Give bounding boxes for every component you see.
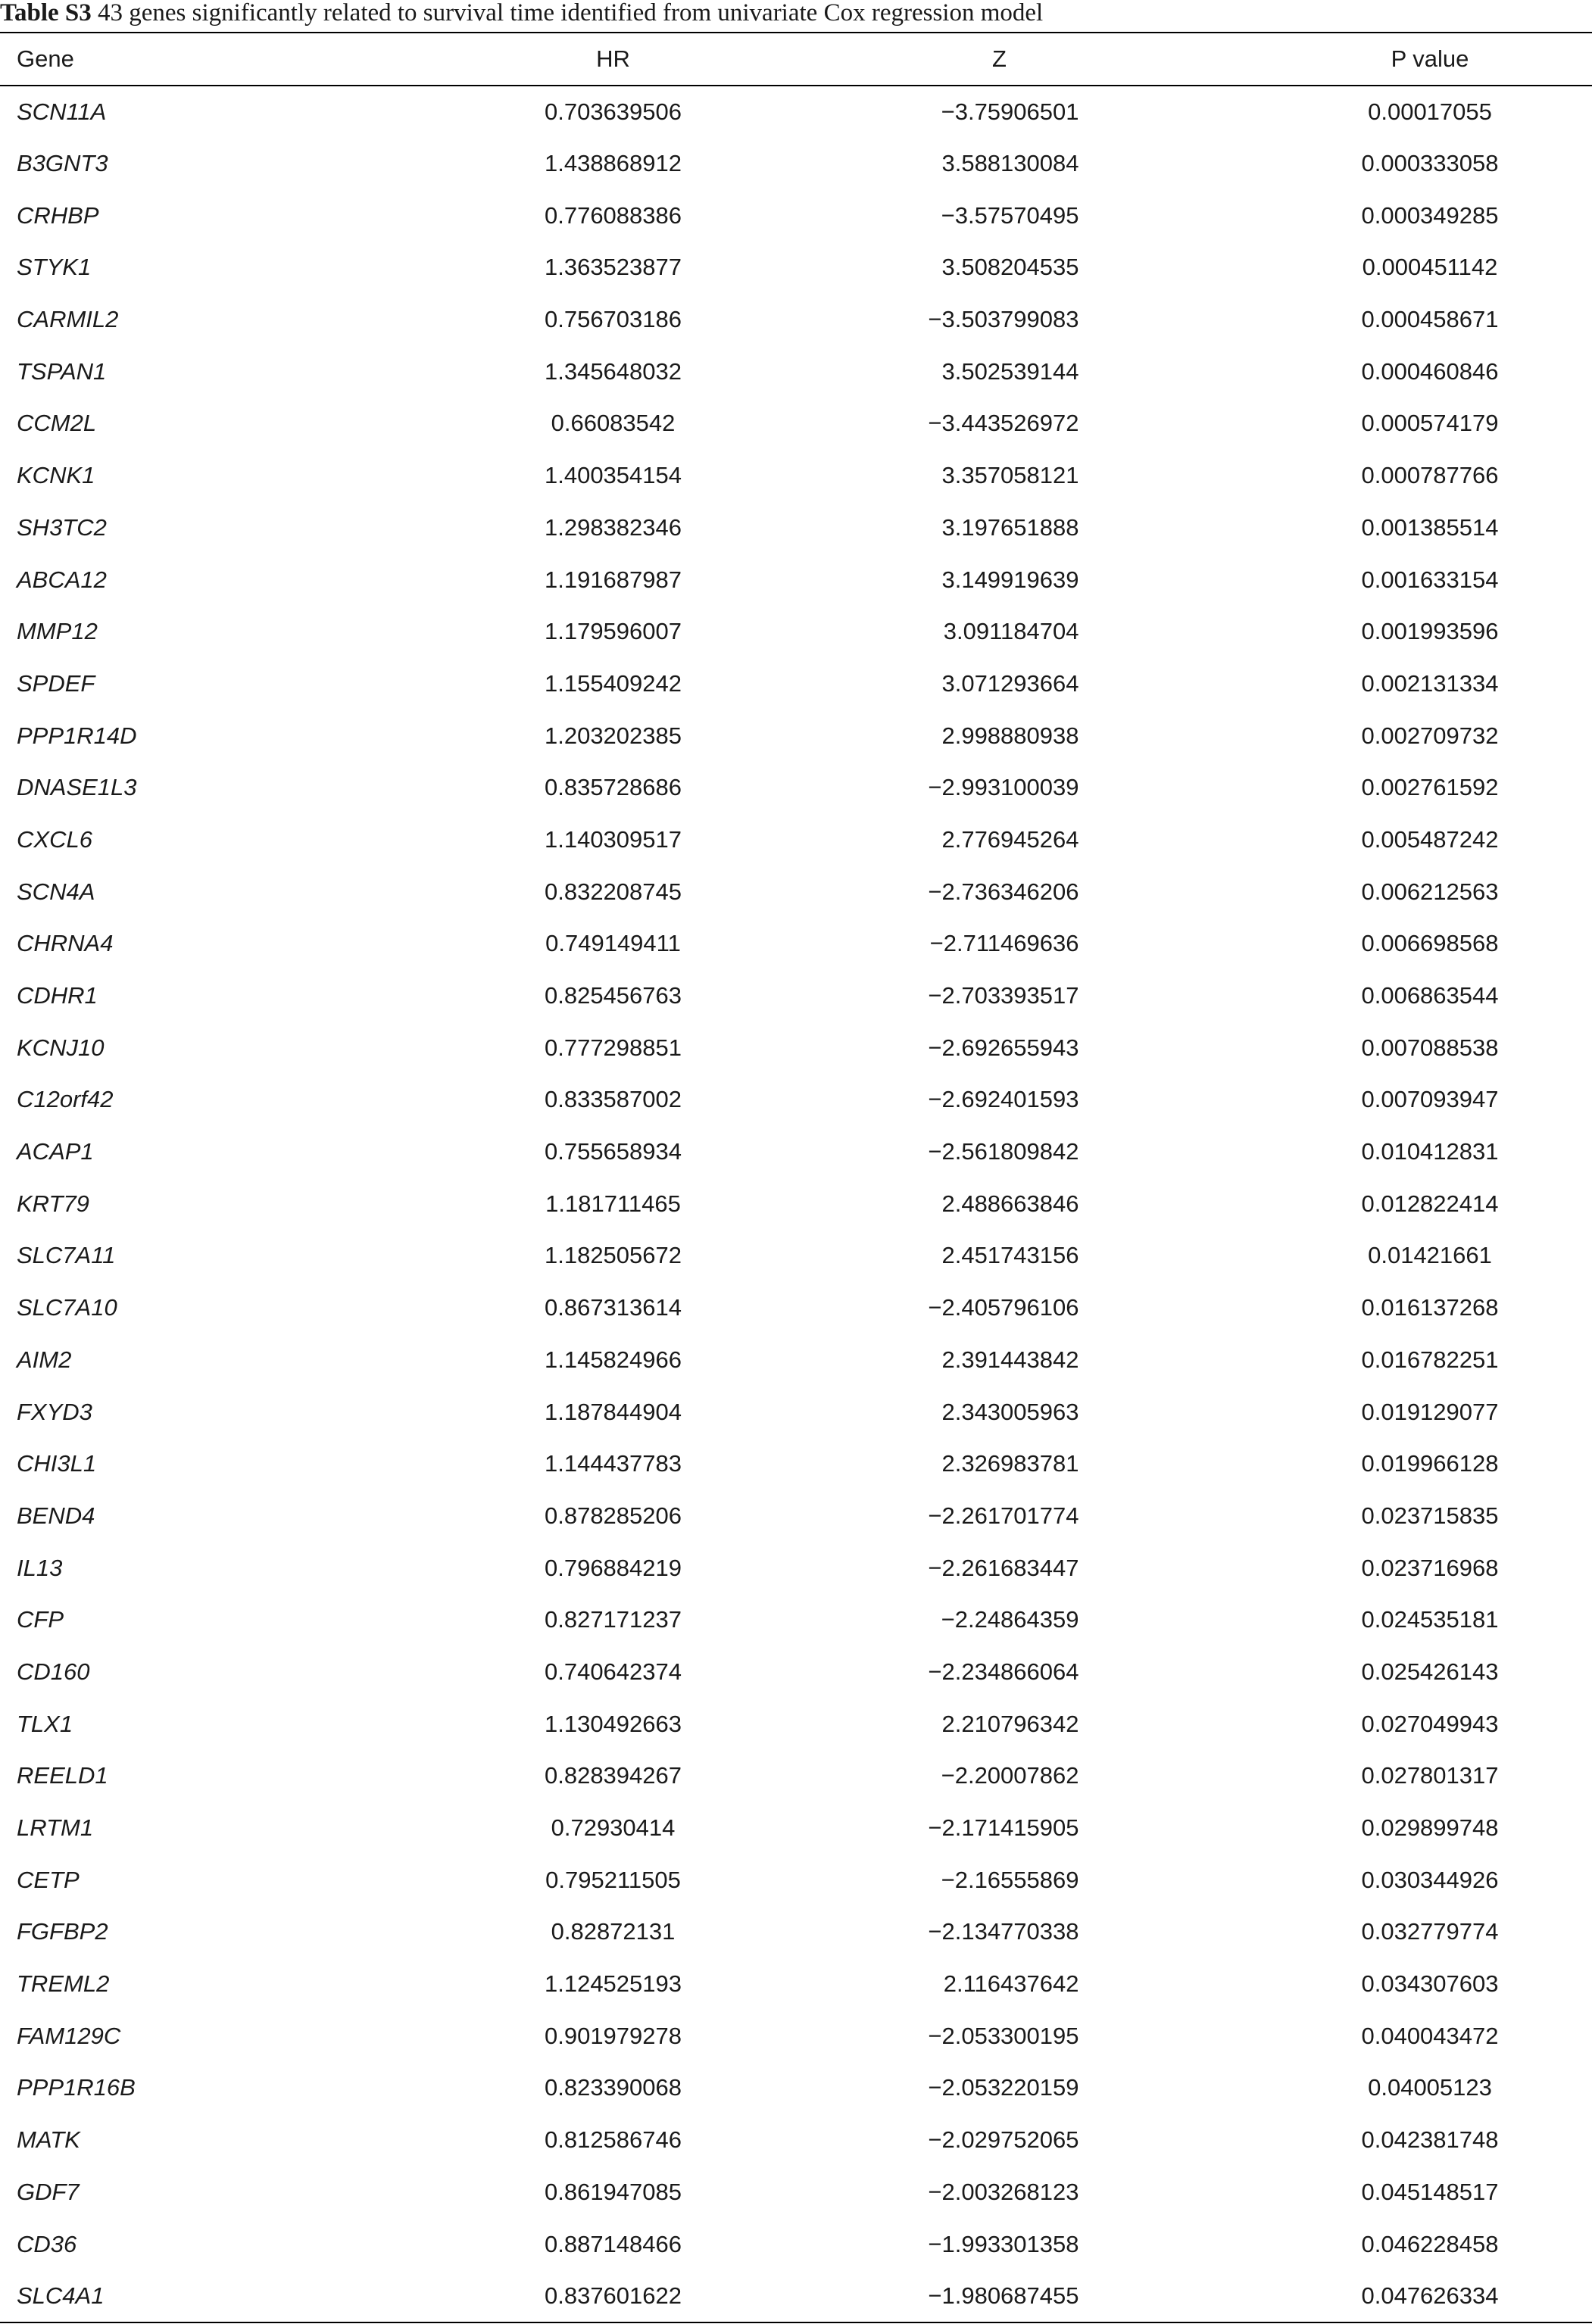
table-row [0, 2218, 1592, 2270]
gene-cell: CRHBP [17, 201, 99, 229]
z-value: −2.736346206 [928, 878, 1079, 905]
z-value: −2.053300195 [928, 2022, 1079, 2049]
p-value-cell: 0.001385514 [1361, 513, 1499, 541]
z-cell [793, 1646, 1228, 1699]
p-value-cell: 0.005487242 [1361, 825, 1499, 853]
table-row [0, 918, 1592, 970]
hr-cell: 1.140309517 [544, 825, 682, 853]
z-value: 2.451743156 [941, 1242, 1079, 1269]
p-value-cell: 0.023716968 [1361, 1554, 1499, 1581]
p-value-cell: 0.006863544 [1361, 982, 1499, 1009]
z-value: 3.357058121 [941, 462, 1079, 489]
gene-cell: STYK1 [17, 254, 92, 281]
z-value: −3.75906501 [941, 98, 1079, 125]
z-value: −1.980687455 [928, 2282, 1079, 2309]
column-header-hr: HR [433, 33, 793, 86]
hr-cell: 0.823390068 [544, 2074, 682, 2101]
gene-cell: KCNJ10 [17, 1034, 105, 1061]
gene-cell: GDF7 [17, 2178, 80, 2205]
gene-cell: ABCA12 [17, 566, 107, 593]
gene-cell: DNASE1L3 [17, 774, 137, 801]
p-value-cell: 0.000451142 [1362, 254, 1498, 281]
z-value: −3.57570495 [941, 201, 1079, 229]
gene-cell: PPP1R16B [17, 2074, 136, 2101]
table-row [0, 710, 1592, 762]
table-row [0, 1126, 1592, 1178]
column-header-gene: Gene [0, 33, 433, 86]
p-value-cell: 0.007088538 [1361, 1034, 1499, 1061]
hr-cell: 0.867313614 [544, 1294, 682, 1321]
table-row [0, 450, 1592, 502]
gene-cell: FAM129C [17, 2022, 121, 2049]
z-cell [793, 1750, 1228, 1802]
p-value-cell: 0.047626334 [1228, 2270, 1592, 2322]
z-value: −2.261701774 [928, 1502, 1079, 1529]
table-row [0, 398, 1592, 450]
hr-cell: 0.755658934 [544, 1138, 682, 1165]
z-cell [793, 2270, 1228, 2322]
gene-cell: SCN4A [17, 878, 95, 905]
hr-cell: 0.82872131 [551, 1918, 676, 1945]
z-value: 3.071293664 [941, 669, 1079, 697]
hr-cell: 0.703639506 [544, 98, 682, 125]
gene-cell: CHI3L1 [17, 1450, 97, 1477]
z-value: −2.234866064 [928, 1658, 1079, 1685]
z-value: 2.210796342 [941, 1710, 1079, 1737]
table-row [0, 1438, 1592, 1490]
gene-cell: REELD1 [17, 1762, 108, 1789]
p-value-cell: 0.023715835 [1361, 1502, 1499, 1529]
hr-cell: 1.181711465 [545, 1190, 681, 1217]
z-cell [793, 2114, 1228, 2166]
z-cell [793, 1698, 1228, 1750]
p-value-cell: 0.012822414 [1361, 1190, 1499, 1217]
z-cell [793, 1178, 1228, 1230]
gene-cell: SPDEF [17, 669, 95, 697]
z-value: 2.391443842 [941, 1346, 1079, 1373]
z-value: 2.488663846 [941, 1190, 1079, 1217]
z-cell [793, 918, 1228, 970]
z-value: −2.692401593 [928, 1086, 1079, 1113]
gene-cell: MMP12 [17, 618, 98, 645]
p-value-cell: 0.000787766 [1361, 462, 1499, 489]
z-value: 3.588130084 [941, 150, 1079, 177]
table-caption [0, 0, 1592, 29]
z-value: −2.171415905 [928, 1814, 1079, 1842]
z-value: −2.993100039 [928, 774, 1079, 801]
hr-cell: 0.901979278 [544, 2022, 682, 2049]
z-cell [793, 294, 1228, 346]
z-cell [793, 502, 1228, 554]
gene-cell: CDHR1 [17, 982, 98, 1009]
hr-cell: 1.155409242 [544, 669, 682, 697]
z-cell [793, 2062, 1228, 2114]
p-value-cell: 0.006698568 [1361, 930, 1499, 957]
gene-cell: LRTM1 [17, 1814, 94, 1842]
p-value-cell: 0.000460846 [1361, 357, 1499, 385]
hr-cell: 0.740642374 [544, 1658, 682, 1685]
hr-cell: 0.749149411 [545, 930, 681, 957]
z-value: −2.16555869 [941, 1866, 1079, 1893]
z-cell [793, 554, 1228, 606]
z-cell [793, 1438, 1228, 1490]
column-header-p-value: P value [1228, 33, 1592, 86]
gene-cell: SLC7A10 [17, 1294, 117, 1321]
table-row [0, 138, 1592, 190]
hr-cell: 0.835728686 [544, 774, 682, 801]
z-value: −1.993301358 [928, 2230, 1079, 2257]
p-value-cell: 0.034307603 [1361, 1970, 1499, 1998]
z-cell [793, 1958, 1228, 2010]
hr-cell: 0.887148466 [544, 2230, 682, 2257]
cox-regression-table [0, 32, 1592, 2323]
gene-cell: CD160 [17, 1658, 90, 1685]
p-value-cell: 0.019129077 [1361, 1398, 1499, 1425]
gene-cell: CCM2L [17, 410, 97, 437]
table-row [0, 1698, 1592, 1750]
z-cell [793, 138, 1228, 190]
gene-cell: FGFBP2 [17, 1918, 108, 1945]
gene-cell: SLC7A11 [17, 1242, 116, 1269]
z-cell [793, 398, 1228, 450]
z-value: −3.503799083 [928, 306, 1079, 333]
z-value: −2.261683447 [928, 1554, 1079, 1581]
table-row [0, 866, 1592, 918]
gene-cell: C12orf42 [17, 1086, 114, 1113]
table-row [0, 762, 1592, 814]
hr-cell: 0.776088386 [544, 201, 682, 229]
hr-cell: 0.827171237 [544, 1606, 682, 1633]
p-value-cell: 0.04005123 [1368, 2074, 1492, 2101]
table-title: 43 genes significantly related to survival time identified from univariate Cox regression model [98, 0, 1044, 27]
gene-cell: IL13 [17, 1554, 63, 1581]
table-row [0, 2114, 1592, 2166]
z-value: −2.029752065 [928, 2126, 1079, 2154]
table-row [0, 1802, 1592, 1855]
table-row [0, 2270, 1592, 2322]
z-value: −2.405796106 [928, 1294, 1079, 1321]
z-cell [793, 1490, 1228, 1543]
p-value-cell: 0.000458671 [1361, 306, 1499, 333]
p-value-cell: 0.01421661 [1368, 1242, 1492, 1269]
hr-cell: 1.345648032 [544, 357, 682, 385]
p-value-cell: 0.000333058 [1361, 150, 1499, 177]
z-value: 3.502539144 [941, 357, 1079, 385]
p-value-cell: 0.029899748 [1361, 1814, 1499, 1842]
hr-cell: 0.777298851 [544, 1034, 682, 1061]
gene-cell: CFP [17, 1606, 64, 1633]
p-value-cell: 0.027049943 [1361, 1710, 1499, 1737]
z-value: −2.003268123 [928, 2178, 1079, 2205]
z-cell [793, 1386, 1228, 1438]
p-value-cell: 0.006212563 [1361, 878, 1499, 905]
p-value-cell: 0.000349285 [1361, 201, 1499, 229]
table-row [0, 1230, 1592, 1282]
hr-cell: 0.812586746 [544, 2126, 682, 2154]
gene-cell: FXYD3 [17, 1398, 92, 1425]
hr-cell: 1.124525193 [544, 1970, 682, 1998]
z-cell [793, 345, 1228, 398]
z-cell [793, 242, 1228, 294]
gene-cell: CHRNA4 [17, 930, 114, 957]
table-row [0, 2010, 1592, 2062]
p-value-cell: 0.010412831 [1361, 1138, 1499, 1165]
table-row [0, 1178, 1592, 1230]
hr-cell: 1.400354154 [544, 462, 682, 489]
p-value-cell: 0.027801317 [1361, 1762, 1499, 1789]
gene-cell: SH3TC2 [17, 513, 107, 541]
hr-cell: 1.187844904 [544, 1398, 682, 1425]
hr-cell: 0.861947085 [544, 2178, 682, 2205]
z-cell [793, 1906, 1228, 1958]
table-row [0, 1594, 1592, 1646]
hr-cell: 0.796884219 [544, 1554, 682, 1581]
hr-cell: 0.837601622 [433, 2270, 793, 2322]
hr-cell: 1.191687987 [544, 566, 682, 593]
p-value-cell: 0.002709732 [1361, 722, 1499, 749]
table-row [0, 1542, 1592, 1594]
gene-cell: PPP1R14D [17, 722, 137, 749]
table-row [0, 242, 1592, 294]
hr-cell: 0.878285206 [544, 1502, 682, 1529]
z-value: 3.149919639 [941, 566, 1079, 593]
p-value-cell: 0.032779774 [1361, 1918, 1499, 1945]
z-cell [793, 814, 1228, 866]
column-header-z: Z [793, 33, 1228, 86]
table-row [0, 1490, 1592, 1543]
table-row [0, 1334, 1592, 1387]
z-value: 2.116437642 [943, 1970, 1079, 1998]
z-cell [793, 1334, 1228, 1387]
gene-cell: AIM2 [17, 1346, 72, 1373]
hr-cell: 0.66083542 [551, 410, 676, 437]
gene-cell: TLX1 [17, 1710, 73, 1737]
table-row [0, 554, 1592, 606]
z-cell [793, 1594, 1228, 1646]
hr-cell: 1.203202385 [544, 722, 682, 749]
p-value-cell: 0.024535181 [1361, 1606, 1499, 1633]
gene-cell: MATK [17, 2126, 80, 2154]
z-value: 2.326983781 [941, 1450, 1079, 1477]
table-row [0, 294, 1592, 346]
table-row [0, 1906, 1592, 1958]
gene-cell: TSPAN1 [17, 357, 107, 385]
z-cell [793, 2166, 1228, 2219]
table-row [0, 658, 1592, 710]
hr-cell: 0.832208745 [544, 878, 682, 905]
z-value: −2.20007862 [941, 1762, 1079, 1789]
z-cell [793, 1802, 1228, 1855]
p-value-cell: 0.001633154 [1361, 566, 1499, 593]
gene-cell: ACAP1 [17, 1138, 94, 1165]
gene-cell: CETP [17, 1866, 80, 1893]
table-row [0, 2062, 1592, 2114]
p-value-cell: 0.025426143 [1361, 1658, 1499, 1685]
hr-cell: 1.145824966 [544, 1346, 682, 1373]
table-row [0, 1282, 1592, 1334]
z-cell [793, 1542, 1228, 1594]
gene-cell: B3GNT3 [17, 150, 108, 177]
hr-cell: 0.828394267 [544, 1762, 682, 1789]
z-cell [793, 1282, 1228, 1334]
gene-cell: SCN11A [17, 98, 107, 125]
z-cell [793, 762, 1228, 814]
z-cell [793, 1022, 1228, 1074]
p-value-cell: 0.046228458 [1361, 2230, 1499, 2257]
table-header-row [0, 33, 1592, 86]
table-row [0, 1386, 1592, 1438]
p-value-cell: 0.000574179 [1361, 410, 1499, 437]
z-value: 2.343005963 [941, 1398, 1079, 1425]
z-cell [793, 970, 1228, 1022]
table-row [0, 1022, 1592, 1074]
hr-cell: 0.833587002 [544, 1086, 682, 1113]
hr-cell: 1.130492663 [544, 1710, 682, 1737]
z-value: −2.711469636 [929, 930, 1079, 957]
hr-cell: 1.438868912 [544, 150, 682, 177]
p-value-cell: 0.002131334 [1361, 669, 1499, 697]
hr-cell: 1.182505672 [544, 1242, 682, 1269]
hr-cell: 1.179596007 [544, 618, 682, 645]
hr-cell: 0.795211505 [545, 1866, 681, 1893]
table-row [0, 1854, 1592, 1906]
z-value: −2.703393517 [928, 982, 1079, 1009]
z-cell [793, 866, 1228, 918]
z-cell [793, 1074, 1228, 1126]
table-row [0, 345, 1592, 398]
p-value-cell: 0.00017055 [1368, 98, 1492, 125]
z-cell [793, 189, 1228, 242]
z-value: 3.091184704 [943, 618, 1079, 645]
z-cell [793, 86, 1228, 138]
z-value: 2.776945264 [941, 825, 1079, 853]
gene-cell: KCNK1 [17, 462, 95, 489]
table-row [0, 814, 1592, 866]
hr-cell: 0.825456763 [544, 982, 682, 1009]
p-value-cell: 0.019966128 [1361, 1450, 1499, 1477]
table-label: Table S3 [0, 0, 92, 27]
p-value-cell: 0.045148517 [1361, 2178, 1499, 2205]
p-value-cell: 0.002761592 [1361, 774, 1499, 801]
z-value: 2.998880938 [941, 722, 1079, 749]
z-cell [793, 1126, 1228, 1178]
z-cell [793, 2010, 1228, 2062]
z-value: −2.053220159 [928, 2074, 1079, 2101]
z-cell [793, 1854, 1228, 1906]
gene-cell: SLC4A1 [0, 2270, 433, 2322]
p-value-cell: 0.007093947 [1361, 1086, 1499, 1113]
gene-cell: BEND4 [17, 1502, 95, 1529]
p-value-cell: 0.040043472 [1361, 2022, 1499, 2049]
gene-cell: CARMIL2 [17, 306, 119, 333]
gene-cell: CD36 [17, 2230, 77, 2257]
table-row [0, 606, 1592, 658]
p-value-cell: 0.016137268 [1361, 1294, 1499, 1321]
table-body [0, 86, 1592, 2322]
table-row [0, 1750, 1592, 1802]
z-value: −3.443526972 [928, 410, 1079, 437]
table-row [0, 970, 1592, 1022]
hr-cell: 1.144437783 [544, 1450, 682, 1477]
table-row [0, 2166, 1592, 2219]
table-row [0, 1074, 1592, 1126]
z-value: −2.134770338 [928, 1918, 1079, 1945]
p-value-cell: 0.030344926 [1361, 1866, 1499, 1893]
z-value: −2.24864359 [941, 1606, 1079, 1633]
z-value: 3.197651888 [941, 513, 1079, 541]
z-cell [793, 1230, 1228, 1282]
z-value: −2.692655943 [928, 1034, 1079, 1061]
table-row [0, 502, 1592, 554]
p-value-cell: 0.016782251 [1361, 1346, 1499, 1373]
table-row [0, 1958, 1592, 2010]
p-value-cell: 0.001993596 [1361, 618, 1499, 645]
z-cell [793, 450, 1228, 502]
gene-cell: KRT79 [17, 1190, 89, 1217]
p-value-cell: 0.042381748 [1361, 2126, 1499, 2154]
z-value: −2.561809842 [928, 1138, 1079, 1165]
z-value: 3.508204535 [941, 254, 1079, 281]
z-cell [793, 606, 1228, 658]
table-row [0, 1646, 1592, 1699]
z-cell [793, 658, 1228, 710]
z-cell [793, 710, 1228, 762]
hr-cell: 0.756703186 [544, 306, 682, 333]
hr-cell: 1.298382346 [544, 513, 682, 541]
table-row [0, 86, 1592, 138]
table-row [0, 189, 1592, 242]
z-cell [793, 2218, 1228, 2270]
gene-cell: TREML2 [17, 1970, 110, 1998]
hr-cell: 0.72930414 [551, 1814, 676, 1842]
gene-cell: CXCL6 [17, 825, 92, 853]
hr-cell: 1.363523877 [544, 254, 682, 281]
